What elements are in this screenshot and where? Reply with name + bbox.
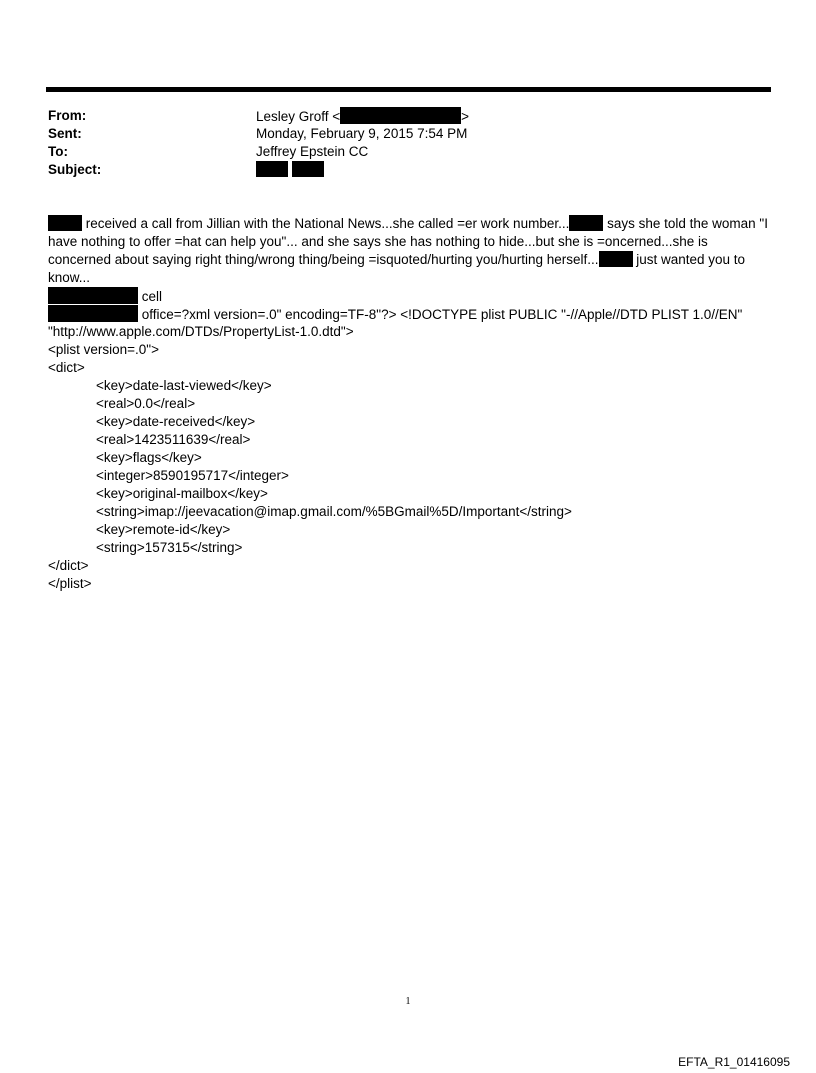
office-line bbox=[48, 305, 770, 323]
redacted-name-2 bbox=[569, 215, 603, 231]
plist-line: <key>date-received</key> bbox=[96, 414, 256, 429]
plist-line: </plist> bbox=[48, 576, 92, 591]
cell-line bbox=[48, 287, 770, 305]
plist-line: <key>remote-id</key> bbox=[96, 522, 231, 537]
office-text: office=?xml version=.0" encoding=TF-8"?> <!DOCTYPE plist PUBLIC "-//Apple//DTD PLIST 1.0//EN" bbox=[141, 307, 743, 322]
plist-line: <integer>8590195717</integer> bbox=[96, 468, 289, 483]
plist-line: "http://www.apple.com/DTDs/PropertyList-1.0.dtd"> bbox=[48, 324, 354, 339]
plist-line: </dict> bbox=[48, 558, 89, 573]
to-label: To: bbox=[48, 144, 68, 159]
plist-line: <key>date-last-viewed</key> bbox=[96, 378, 272, 393]
subject-value bbox=[256, 161, 324, 179]
subject-label: Subject: bbox=[48, 162, 102, 177]
from-row bbox=[48, 107, 748, 125]
message-text-3: just wanted you to know... bbox=[48, 252, 746, 285]
to-value: Jeffrey Epstein CC bbox=[256, 144, 369, 159]
plist-line: <string>imap://jeevacation@imap.gmail.com/%5BGmail%5D/Important</string> bbox=[96, 504, 572, 519]
plist-line: <real>0.0</real> bbox=[96, 396, 196, 411]
plist-line: <key>original-mailbox</key> bbox=[96, 486, 268, 501]
redacted-subject-2 bbox=[292, 161, 324, 177]
cell-label: cell bbox=[141, 289, 163, 304]
to-row bbox=[48, 143, 748, 161]
plist-line: <real>1423511639</real> bbox=[96, 432, 251, 447]
email-header bbox=[48, 107, 748, 179]
from-name: Lesley Groff < bbox=[256, 109, 341, 124]
page-number: 1 bbox=[405, 996, 411, 1007]
message-paragraph bbox=[48, 215, 770, 287]
header-rule bbox=[46, 87, 771, 92]
redacted-email bbox=[340, 107, 461, 124]
from-label: From: bbox=[48, 108, 87, 123]
redacted-subject-1 bbox=[256, 161, 288, 177]
redacted-name-3 bbox=[599, 251, 633, 267]
redacted-office-number bbox=[48, 305, 138, 322]
plist-line: <string>157315</string> bbox=[96, 540, 243, 555]
subject-row bbox=[48, 161, 748, 179]
plist-line: <dict> bbox=[48, 360, 85, 375]
sent-row bbox=[48, 125, 748, 143]
redacted-cell-number bbox=[48, 287, 138, 304]
signature-block bbox=[48, 287, 770, 593]
plist-line: <plist version=.0"> bbox=[48, 342, 159, 357]
redacted-name-1 bbox=[48, 215, 82, 231]
sent-label: Sent: bbox=[48, 126, 82, 141]
message-text-1: received a call from Jillian with the National News...she called =er work number... bbox=[82, 216, 570, 231]
message-body bbox=[48, 215, 770, 287]
from-value bbox=[256, 107, 469, 125]
from-close: > bbox=[461, 109, 470, 124]
sent-value: Monday, February 9, 2015 7:54 PM bbox=[256, 126, 468, 141]
plist-line: <key>flags</key> bbox=[96, 450, 202, 465]
document-id: EFTA_R1_01416095 bbox=[678, 1055, 790, 1069]
message-text-2: says she told the woman "I have nothing to offer =hat can help you"... and she says she has nothing to hide...but she is =oncerned...she is concerned about saying right thing/wrong thing/being =isquoted/hurting you/hurting herself... bbox=[48, 216, 768, 267]
